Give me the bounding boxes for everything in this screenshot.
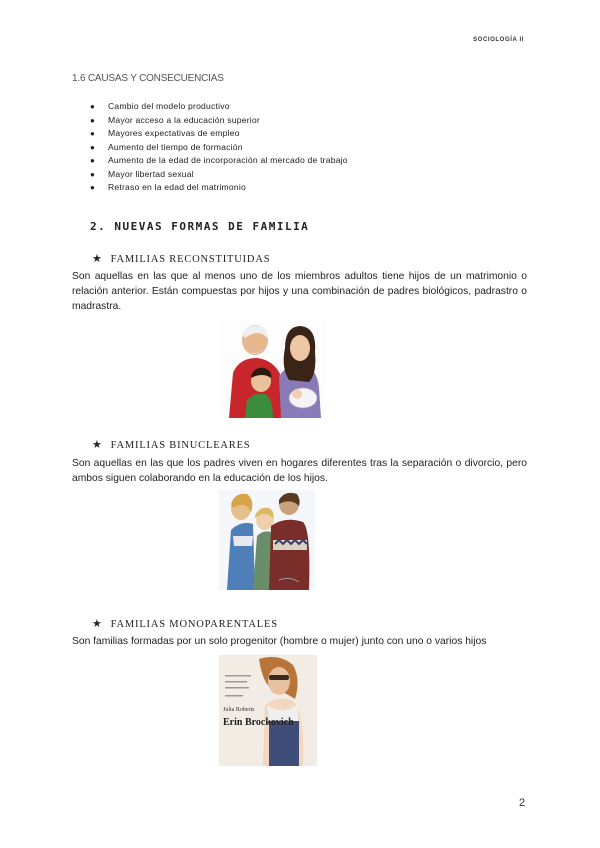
list-item: ● Aumento de la edad de incorporación al mercado de trabajo: [90, 154, 348, 168]
list-item: ● Aumento del tiempo de formación: [90, 141, 348, 155]
list-item: ● Mayor acceso a la educación superior: [90, 114, 348, 128]
star-icon: ★: [92, 253, 103, 265]
section-title: 1.6 CAUSAS Y CONSECUENCIAS: [72, 73, 224, 84]
page-number: 2: [519, 797, 526, 809]
list-item: ● Retraso en la edad del matrimonio: [90, 181, 348, 195]
poster-title: Erin Brockovich: [223, 717, 294, 728]
subheading-binucleares: ★ FAMILIAS BINUCLEARES: [92, 439, 251, 451]
page-header: SOCIOLOGÍA II: [473, 37, 524, 43]
subheading-reconstituidas: ★ FAMILIAS RECONSTITUIDAS: [92, 253, 271, 265]
paragraph-monoparentales: Son familias formadas por un solo progenitor (hombre o mujer) junto con uno o varios hijos: [72, 636, 487, 647]
list-item: ● Cambio del modelo productivo: [90, 100, 348, 114]
poster-actor-name: Julia Roberts: [223, 707, 255, 713]
list-item: ● Mayor libertad sexual: [90, 168, 348, 182]
list-item: ● Mayores expectativas de empleo: [90, 127, 348, 141]
bullet-icon: ●: [90, 156, 96, 165]
subheading-monoparentales: ★ FAMILIAS MONOPARENTALES: [92, 618, 278, 630]
bullet-icon: ●: [90, 169, 96, 179]
paragraph-binucleares: Son aquellas en las que los padres viven en hogares diferentes tras la separación o divorcio, pero ambos siguen colaborando en la educación de los hijos.: [72, 458, 527, 484]
paragraph-reconstituidas: Son aquellas en las que al menos uno de los miembros adultos tiene hijos de un matrimonio o relación anterior. Están compuestas por hijos y una combinación de padres biológicos, padrastro o madrastra.: [72, 271, 527, 312]
bullet-icon: ●: [90, 142, 96, 152]
binuclear-illustration: [219, 490, 315, 590]
causes-list: [90, 100, 348, 195]
section-heading: 2. NUEVAS FORMAS DE FAMILIA: [90, 220, 310, 233]
movie-poster-image: [219, 655, 317, 766]
star-icon: ★: [92, 618, 103, 630]
family-illustration: [219, 318, 327, 418]
bullet-icon: ●: [90, 183, 96, 192]
bullet-icon: ●: [90, 129, 96, 138]
star-icon: ★: [92, 439, 103, 451]
bullet-icon: ●: [90, 102, 96, 111]
bullet-icon: ●: [90, 115, 96, 125]
